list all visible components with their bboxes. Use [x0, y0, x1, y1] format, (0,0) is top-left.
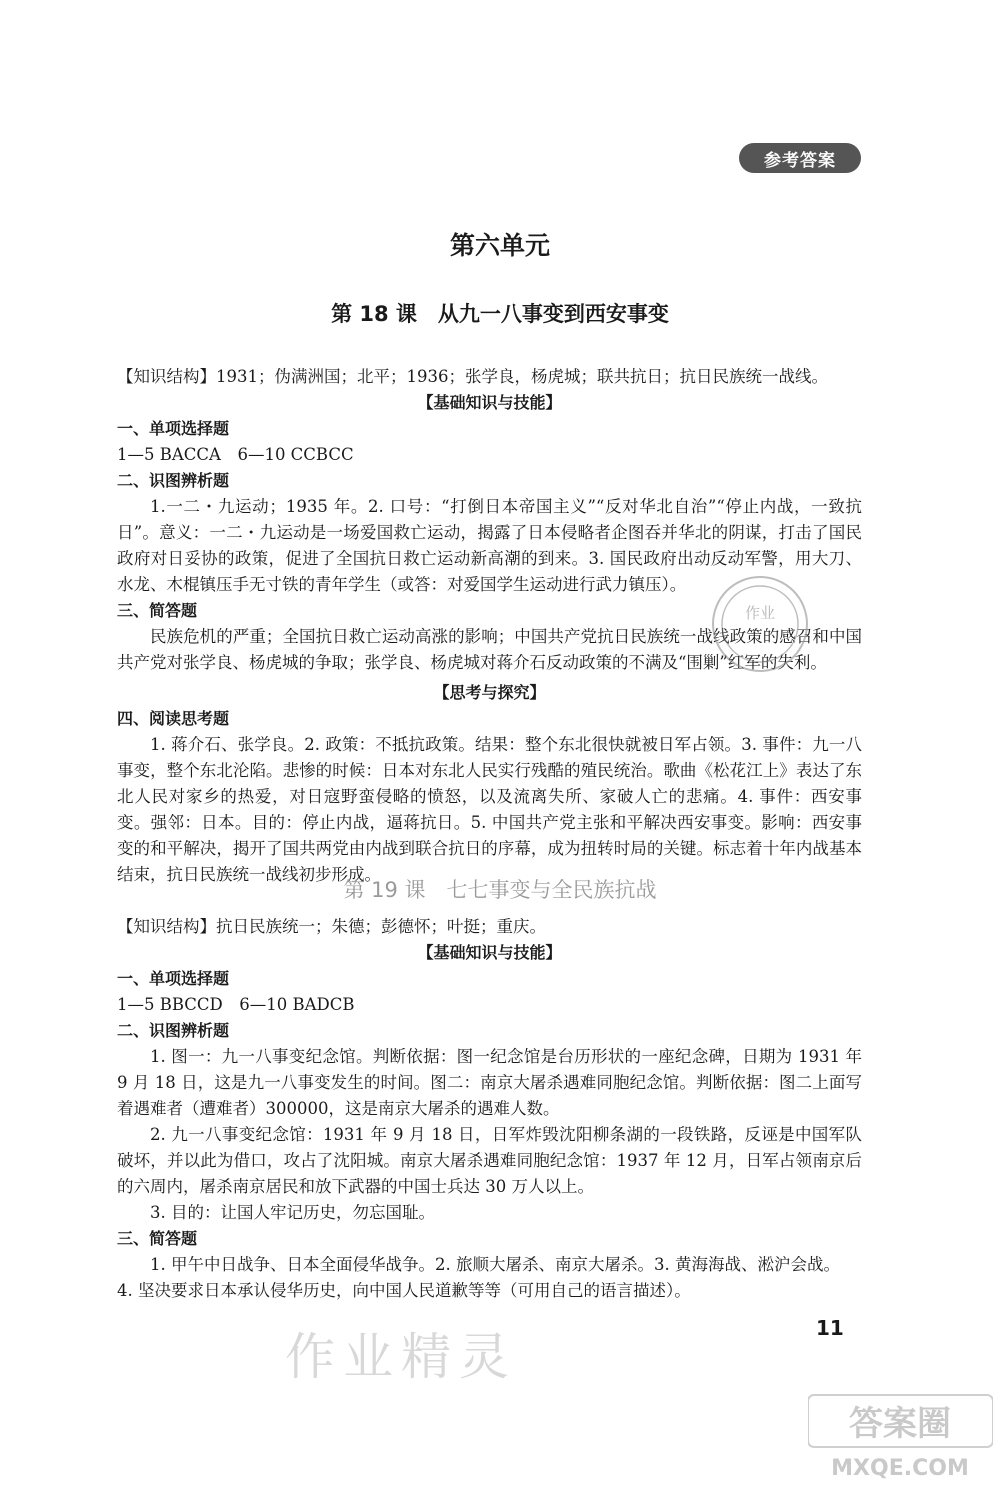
- section-heading-basic: 【基础知识与技能】: [417, 943, 562, 962]
- answer-paragraph: 1. 图一：九一八事变纪念馆。判断依据：图一纪念馆是台历形状的一座纪念碑，日期为 1931 年 9 月 18 日，这是九一八事变发生的时间。图二：南京大屠杀遇难同胞纪念馆。判断依据：图二上面写着遇难者（遭难者）300000，这是南京大屠杀的遇难人数。: [117, 1047, 862, 1118]
- corner-logo-text: 答案圈: [849, 1404, 951, 1444]
- question-type-heading: 一、单项选择题: [117, 969, 230, 988]
- choice-answers: 1—5 BBCCD 6—10 BADCB: [117, 995, 355, 1014]
- question-type-heading: 三、简答题: [117, 601, 198, 620]
- answer-paragraph: 2. 九一八事变纪念馆：1931 年 9 月 18 日，日军炸毁沈阳柳条湖的一段铁路，反诬是中国军队破坏，并以此为借口，攻占了沈阳城。南京大屠杀遇难同胞纪念馆：1937 年 12 月，日军占领南京后的六周内，屠杀南京居民和放下武器的中国士兵达 30 万人以上。: [117, 1125, 862, 1196]
- unit-title: 第六单元: [449, 231, 550, 260]
- answer-line: 4. 坚决要求日本承认侵华历史，向中国人民道歉等等（可用自己的语言描述）。: [117, 1281, 691, 1300]
- question-type-heading: 三、简答题: [117, 1229, 198, 1248]
- question-type-heading: 一、单项选择题: [117, 419, 230, 438]
- reference-answers-badge: 参考答案: [739, 143, 861, 173]
- answer-paragraph: 1.一二・九运动；1935 年。2. 口号：“打倒日本帝国主义”“反对华北自治”“停止内战，一致抗日”。意义：一二・九运动是一场爱国救亡运动，揭露了日本侵略者企图吞并华北的阴谋，打击了国民政府对日妥协的政策，促进了全国抗日救亡运动新高潮的到来。3. 国民政府出动反动军警，用大刀、水龙、木棍镇压手无寸铁的青年学生（或答：对爱国学生运动进行武力镇压）。: [117, 497, 862, 594]
- question-type-heading: 二、识图辨析题: [117, 1021, 230, 1040]
- knowledge-structure: 【知识结构】1931；伪满洲国；北平；1936；张学良，杨虎城；联共抗日；抗日民族统一战线。: [117, 367, 828, 386]
- answer-paragraph: 1. 蒋介石、张学良。2. 政策：不抵抗政策。结果：整个东北很快就被日军占领。3. 事件：九一八事变，整个东北沦陷。悲惨的时候：日本对东北人民实行残酷的殖民统治。歌曲《松花江上》表达了东北人民对家乡的热爱，对日寇野蛮侵略的愤怒，以及流离失所、家破人亡的悲痛。4. 事件：西安事变。强邻：日本。目的：停止内战，逼蒋抗日。5. 中国共产党主张和平解决西安事变。影响：西安事变的和平解决，揭开了国共两党由内战到联合抗日的序幕，成为扭转时局的关键。标志着十年内战基本结束，抗日民族统一战线初步形成。: [117, 735, 862, 884]
- question-type-heading: 四、阅读思考题: [117, 709, 230, 728]
- watermark-text: 作业精灵: [285, 1328, 517, 1386]
- section-heading-basic: 【基础知识与技能】: [417, 393, 562, 412]
- knowledge-structure: 【知识结构】抗日民族统一；朱德；彭德怀；叶挺；重庆。: [117, 917, 546, 936]
- lesson-19-title: 第 19 课 七七事变与全民族抗战: [343, 878, 657, 902]
- homework-stamp: [712, 576, 808, 672]
- question-type-heading: 二、识图辨析题: [117, 471, 230, 490]
- corner-watermark: [808, 1393, 993, 1485]
- page-number: 11: [816, 1316, 844, 1340]
- corner-logo-url: MXQE.COM: [831, 1456, 969, 1481]
- section-heading-think: 【思考与探究】: [433, 683, 546, 702]
- answer-paragraph: 民族危机的严重；全国抗日救亡运动高涨的影响；中国共产党抗日民族统一战线政策的感召和中国共产党对张学良、杨虎城的争取；张学良、杨虎城对蒋介石反动政策的不满及“围剿”红军的失利。: [117, 627, 862, 672]
- stamp-icon: [714, 578, 806, 670]
- lesson-19-content: [117, 914, 862, 1304]
- corner-logo-icon: [808, 1393, 993, 1485]
- answer-paragraph: 3. 目的：让国人牢记历史，勿忘国耻。: [150, 1203, 435, 1222]
- lesson-18-title: 第 18 课 从九一八事变到西安事变: [331, 302, 669, 326]
- answer-paragraph: 1. 甲午中日战争、日本全面侵华战争。2. 旅顺大屠杀、南京大屠杀。3. 黄海海战、淞沪会战。: [150, 1255, 840, 1274]
- stamp-text: 作业: [744, 604, 776, 622]
- choice-answers: 1—5 BACCA 6—10 CCBCC: [117, 445, 354, 464]
